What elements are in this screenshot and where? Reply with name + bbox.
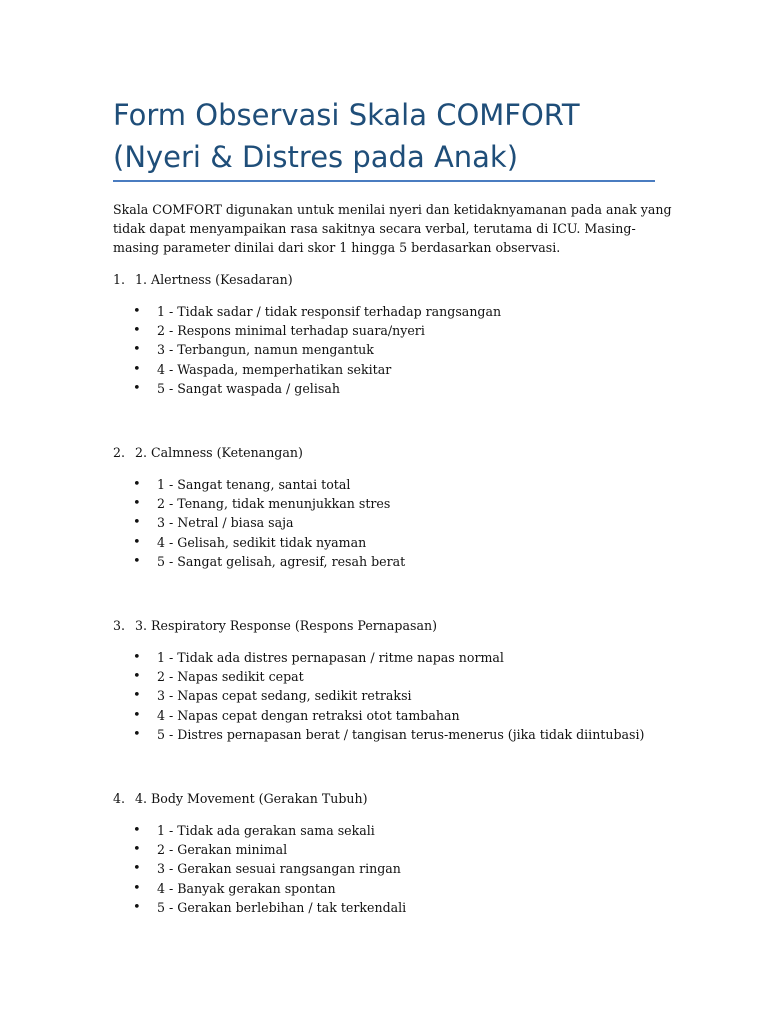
list-item xyxy=(113,302,673,321)
score-list xyxy=(113,475,673,571)
bullet-icon: • xyxy=(133,880,141,896)
bullet-icon: • xyxy=(133,899,141,915)
section-heading xyxy=(113,789,673,808)
item-text: 4 - Banyak gerakan spontan xyxy=(157,880,336,896)
item-text: 4 - Waspada, memperhatikan sekitar xyxy=(157,361,392,377)
list-item xyxy=(113,667,673,686)
intro-paragraph: Skala COMFORT digunakan untuk menilai nyeri dan ketidaknyamanan pada anak yang tidak dapat menyampaikan rasa sakitnya secara verbal, terutama di ICU. Masing-masing parameter dinilai dari skor 1 hingga 5 berdasarkan observasi. xyxy=(113,202,672,255)
section-title: 4. Body Movement (Gerakan Tubuh) xyxy=(135,791,368,806)
bullet-icon: • xyxy=(133,553,141,569)
section-respiratory xyxy=(113,616,673,744)
bullet-icon: • xyxy=(133,669,141,685)
bullet-icon: • xyxy=(133,726,141,742)
list-item xyxy=(113,648,673,667)
list-item xyxy=(113,552,673,571)
section-number: 4. xyxy=(113,791,126,806)
list-item xyxy=(113,360,673,379)
list-item xyxy=(113,859,673,878)
section-number: 1. xyxy=(113,272,126,287)
item-text: 5 - Sangat gelisah, agresif, resah berat xyxy=(157,553,406,569)
score-list xyxy=(113,302,673,398)
list-item xyxy=(113,513,673,532)
bullet-icon: • xyxy=(133,861,141,877)
list-item xyxy=(113,321,673,340)
score-list xyxy=(113,648,673,744)
list-item xyxy=(113,686,673,705)
bullet-icon: • xyxy=(133,380,141,396)
item-text: 3 - Netral / biasa saja xyxy=(157,515,294,531)
item-text: 5 - Distres pernapasan berat / tangisan terus-menerus (jika tidak diintubasi) xyxy=(157,726,645,742)
bullet-icon: • xyxy=(133,842,141,858)
list-item xyxy=(113,475,673,494)
bullet-icon: • xyxy=(133,342,141,358)
list-item xyxy=(113,706,673,725)
item-text: 5 - Gerakan berlebihan / tak terkendali xyxy=(157,899,407,915)
item-text: 2 - Gerakan minimal xyxy=(157,842,288,858)
item-text: 4 - Napas cepat dengan retraksi otot tambahan xyxy=(157,707,460,723)
section-title: 3. Respiratory Response (Respons Pernapasan) xyxy=(135,618,437,633)
section-number: 3. xyxy=(113,618,126,633)
item-text: 1 - Tidak ada distres pernapasan / ritme napas normal xyxy=(157,650,504,665)
list-item xyxy=(113,821,673,840)
item-text: 3 - Gerakan sesuai rangsangan ringan xyxy=(157,861,401,877)
item-text: 1 - Sangat tenang, santai total xyxy=(157,477,351,492)
list-item xyxy=(113,340,673,359)
section-alertness xyxy=(113,270,673,398)
bullet-icon: • xyxy=(133,361,141,377)
item-text: 3 - Napas cepat sedang, sedikit retraksi xyxy=(157,688,412,704)
section-number: 2. xyxy=(113,445,126,460)
item-text: 3 - Terbangun, namun mengantuk xyxy=(157,342,374,358)
page-title: Form Observasi Skala COMFORT (Nyeri & Distres pada Anak) xyxy=(113,98,580,174)
item-text: 4 - Gelisah, sedikit tidak nyaman xyxy=(157,534,367,550)
item-text: 2 - Tenang, tidak menunjukkan stres xyxy=(157,496,391,512)
section-calmness xyxy=(113,443,673,571)
list-item xyxy=(113,379,673,398)
list-item xyxy=(113,879,673,898)
list-item xyxy=(113,533,673,552)
item-text: 2 - Respons minimal terhadap suara/nyeri xyxy=(157,323,425,339)
section-title: 2. Calmness (Ketenangan) xyxy=(135,445,303,460)
bullet-icon: • xyxy=(133,496,141,512)
bullet-icon: • xyxy=(133,304,141,319)
bullet-icon: • xyxy=(133,823,141,838)
list-item xyxy=(113,898,673,917)
section-title: 1. Alertness (Kesadaran) xyxy=(135,272,293,287)
title-divider xyxy=(113,180,655,182)
bullet-icon: • xyxy=(133,534,141,550)
item-text: 5 - Sangat waspada / gelisah xyxy=(157,380,340,396)
section-heading xyxy=(113,443,673,462)
section-body-movement xyxy=(113,789,673,917)
list-item xyxy=(113,840,673,859)
bullet-icon: • xyxy=(133,477,141,492)
bullet-icon: • xyxy=(133,515,141,531)
bullet-icon: • xyxy=(133,688,141,704)
list-item xyxy=(113,725,673,744)
section-heading xyxy=(113,270,673,289)
section-heading xyxy=(113,616,673,635)
item-text: 1 - Tidak ada gerakan sama sekali xyxy=(157,823,375,838)
bullet-icon: • xyxy=(133,323,141,339)
item-text: 1 - Tidak sadar / tidak responsif terhadap rangsangan xyxy=(157,304,502,319)
bullet-icon: • xyxy=(133,650,141,665)
item-text: 2 - Napas sedikit cepat xyxy=(157,669,304,685)
bullet-icon: • xyxy=(133,707,141,723)
score-list xyxy=(113,821,673,917)
list-item xyxy=(113,494,673,513)
